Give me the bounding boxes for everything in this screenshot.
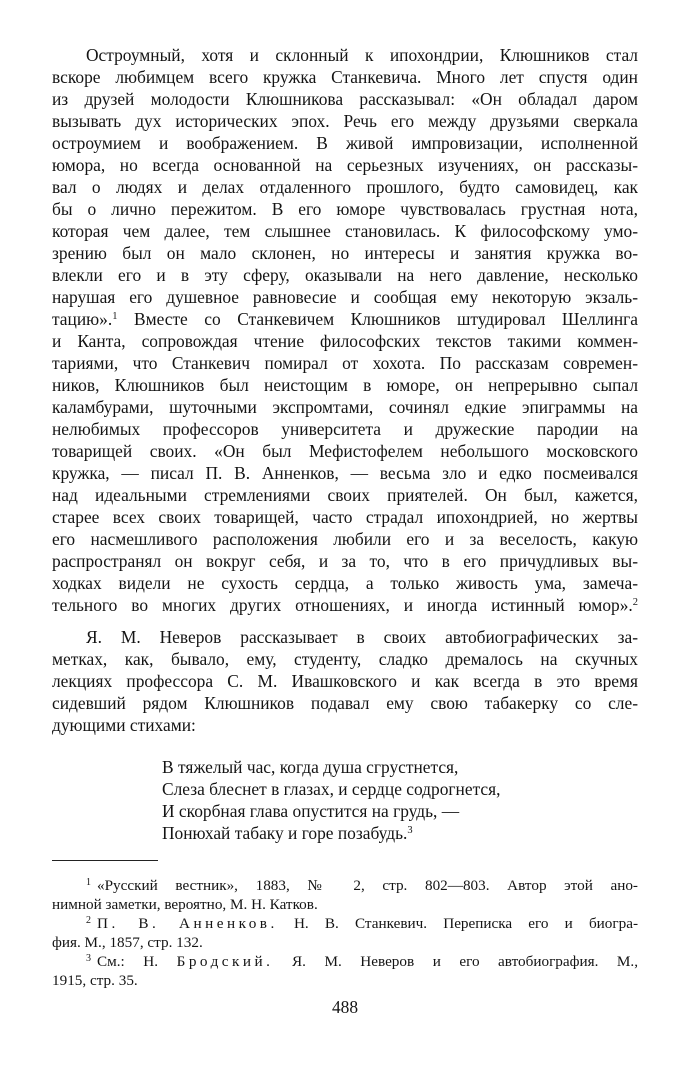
text-line: и Канта, сопровождая чтение философских текстов такими коммен- (52, 331, 638, 351)
footnote-ref-1: 1 (112, 311, 118, 322)
text-line: лекциях профессора С. М. Ивашковского и как всегда в это время (52, 671, 638, 691)
text-line: Остроумный, хотя и склонный к ипохондрии, Клюшников стал (86, 45, 638, 65)
footnote-number: 1 (86, 877, 91, 888)
text-line: товарищей своих. «Он был Мефистофелем небольшого московского (52, 441, 638, 461)
text-line: вскоре любимцем всего кружка Станкевича. Много лет спустя один (52, 67, 638, 87)
text-line: ников, Клюшников был неистощим в юморе, он непрерывно сыпал (52, 375, 638, 395)
text-line: вызывать дух исторических эпох. Речь его между друзьями сверкала (52, 111, 638, 131)
footnote-ref-3: 3 (407, 825, 413, 836)
text-line: над идеальными стремлениями своих приятелей. Он был, кажется, (52, 485, 638, 505)
footnote-text: Н. В. Станкевич. Переписка его и биогра- (293, 915, 639, 932)
text-line (52, 308, 638, 330)
text-line: остроумием и воображением. В живой импровизации, исполненной (52, 133, 638, 153)
text-line: метках, как, бывало, ему, студенту, сладко дремалось на скучных (52, 649, 638, 669)
footnote-number: 3 (86, 953, 91, 964)
text-line: нарушая его душевное равновесие и сообщая ему некоторую экзаль- (52, 287, 638, 307)
footnote-3 (86, 952, 638, 971)
text-fragment: тельного во многих других отношениях, и иногда истинный юмор». (52, 595, 633, 615)
footnote-text: См.: Н. (97, 953, 159, 970)
text-line: юмора, но всегда основанной на серьезных изучениях, он рассказы- (52, 155, 638, 175)
text-fragment: Понюхай табаку и горе позабудь. (162, 823, 408, 843)
text-line: из друзей молодости Клюшникова рассказывал: «Он обладал даром (52, 89, 638, 109)
footnote-text: «Русский вестник», 1883, № 2, стр. 802—803. Автор этой ано- (97, 877, 638, 894)
text-line: распространял он вокруг себя, и за то, что в его причудливых вы- (52, 551, 638, 571)
verse-line: И скорбная глава опустится на грудь, — (162, 801, 460, 821)
text-line: сидевший рядом Клюшников подавал ему свою табакерку со сле- (52, 693, 638, 713)
page-number: 488 (331, 997, 359, 1017)
text-line: ходках видели не сухость сердца, а только живость ума, замеча- (52, 573, 638, 593)
text-fragment: тацию». (52, 309, 113, 329)
footnote-number: 2 (86, 915, 91, 926)
footnote-2-cont: фия. М., 1857, стр. 132. (52, 934, 203, 951)
text-line: бы о лично пережитом. В его юморе чувствовалась грустная нота, (52, 199, 638, 219)
verse-line: Слеза блеснет в глазах, и сердце содрогнется, (162, 779, 501, 799)
text-fragment: Вместе со Станкевичем Клюшников штудировал Шеллинга (133, 309, 638, 329)
text-line: которая чем далее, тем слышнее становилась. К философскому умо- (52, 221, 638, 241)
text-line: дующими стихами: (52, 715, 196, 735)
text-line: зрению был он мало склонен, но интересы и занятия кружка во- (52, 243, 638, 263)
text-line: тариями, что Станкевич помирал от хохота. По рассказам современ- (52, 353, 638, 373)
footnote-1 (86, 876, 638, 895)
text-line: его насмешливого расположения любили его и за веселость, какую (52, 529, 638, 549)
footnote-divider (52, 860, 158, 861)
footnote-3-cont: 1915, стр. 35. (52, 972, 138, 989)
text-line: Я. М. Неверов рассказывает в своих автобиографических за- (86, 627, 638, 647)
footnote-author: Бродский. (176, 953, 274, 970)
text-line: нелюбимых профессоров университета и дружеские пародии на (52, 419, 638, 439)
text-line (52, 594, 638, 616)
footnote-author: П. В. Анненков. (97, 915, 278, 932)
text-line: каламбурами, шуточными экспромтами, сочинял едкие эпиграммы на (52, 397, 638, 417)
verse-line: В тяжелый час, когда душа сгрустнется, (162, 757, 459, 777)
verse-line (162, 822, 413, 844)
text-line: старее всех своих товарищей, часто страдал ипохондрией, но жертвы (52, 507, 638, 527)
text-line: вал о людях и делах отдаленного прошлого, будто самовидец, как (52, 177, 638, 197)
footnote-text: Я. М. Неверов и его автобиография. М., (292, 953, 639, 970)
text-line: влекли его и в эту сферу, оказывали на него давление, несколько (52, 265, 638, 285)
footnote-1-cont: нимной заметки, вероятно, М. Н. Катков. (52, 896, 318, 913)
footnote-ref-2: 2 (632, 597, 638, 608)
footnote-2 (86, 914, 638, 933)
text-line: кружка, — писал П. В. Анненков, — весьма зло и едко посмеивался (52, 463, 638, 483)
